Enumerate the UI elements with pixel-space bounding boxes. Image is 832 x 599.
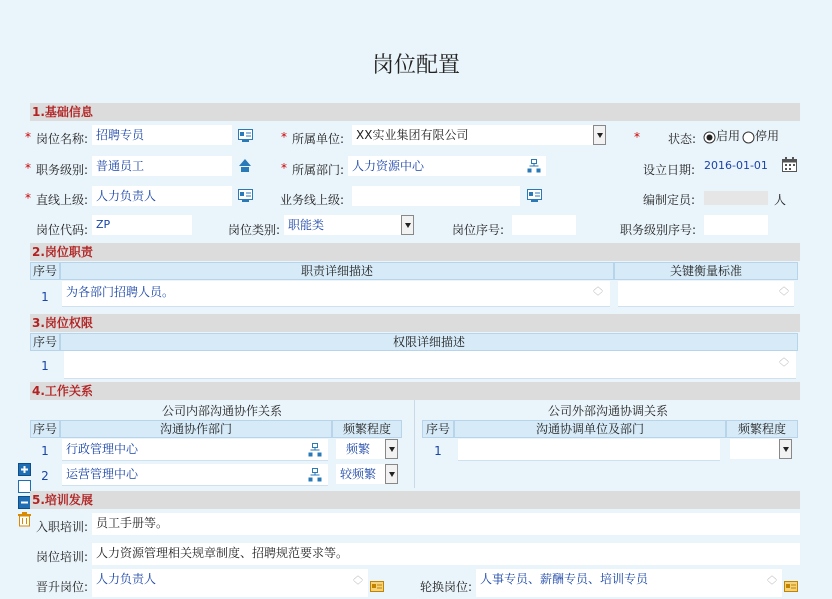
scroll-arrows-icon[interactable]: ︿ ﹀ (779, 282, 789, 303)
position-training-field[interactable] (92, 543, 800, 565)
table-header: 序号 (30, 262, 60, 280)
contact-card-icon[interactable] (238, 129, 253, 142)
chevron-down-icon[interactable] (593, 125, 606, 145)
table-header: 职责详细描述 (60, 262, 614, 280)
internal-dept-value: 运营管理中心 (66, 467, 139, 481)
status-disabled-label[interactable]: 停用 (755, 129, 780, 143)
grade-seq-label: 职务级别序号: (620, 223, 697, 237)
row-index: 1 (41, 290, 49, 304)
table-header: 序号 (422, 420, 454, 438)
org-chart-icon[interactable] (308, 443, 322, 457)
contact-card-icon[interactable] (370, 581, 384, 594)
rotation-textarea[interactable] (476, 569, 782, 597)
position-training-value: 人力资源管理相关规章制度、招聘规范要求等。 (96, 546, 349, 560)
rotation-value: 人事专员、薪酬专员、培训专员 (480, 572, 649, 586)
biz-superior-field[interactable] (352, 186, 520, 206)
induction-value: 员工手册等。 (96, 516, 169, 530)
section-bar-authority (30, 314, 800, 332)
required-mark: * (25, 161, 31, 175)
internal-dept-field[interactable] (62, 439, 328, 461)
page-title: 岗位配置 (371, 53, 460, 78)
required-mark: * (634, 130, 640, 144)
scroll-arrows-icon[interactable]: ︿ ﹀ (767, 571, 777, 592)
row-index: 1 (434, 444, 442, 458)
duty-standard-textarea[interactable] (618, 281, 794, 307)
contact-card-icon[interactable] (527, 189, 542, 202)
chevron-down-icon[interactable] (385, 464, 398, 484)
position-name-value: 招聘专员 (96, 128, 145, 142)
superior-value: 人力负责人 (96, 189, 157, 203)
table-header: 沟通协作部门 (60, 420, 332, 438)
section-title-basic: 1.基础信息 (32, 105, 93, 119)
grade-label: 职务级别: (36, 163, 89, 177)
rotation-label: 轮换岗位: (420, 580, 473, 594)
seq-label: 岗位序号: (452, 223, 505, 237)
external-freq-select[interactable] (730, 439, 792, 459)
quota-field[interactable] (704, 191, 768, 205)
status-label: 状态: (668, 132, 697, 146)
required-mark: * (25, 191, 31, 205)
external-title: 公司外部沟通协调关系 (547, 404, 668, 418)
grade-value: 普通员工 (96, 159, 145, 173)
internal-freq-value: 频繁 (346, 442, 371, 456)
setup-date-value[interactable]: 2016-01-01 (704, 159, 768, 172)
induction-label: 入职培训: (36, 520, 89, 534)
divider (414, 400, 415, 488)
contact-card-icon[interactable] (238, 189, 253, 202)
row-index: 1 (41, 444, 49, 458)
category-label: 岗位类别: (228, 223, 281, 237)
internal-title: 公司内部沟通协作关系 (161, 404, 282, 418)
quota-value (704, 194, 708, 208)
setup-date-label: 设立日期: (643, 163, 696, 177)
promotion-textarea[interactable] (92, 569, 368, 597)
section-title-duty: 2.岗位职责 (32, 245, 93, 259)
superior-label: 直线上级: (36, 193, 89, 207)
required-mark: * (25, 130, 31, 144)
scroll-arrows-icon[interactable]: ︿ ﹀ (353, 571, 363, 592)
internal-freq-select[interactable] (336, 439, 398, 459)
induction-field[interactable] (92, 513, 800, 535)
table-header: 序号 (30, 333, 60, 351)
scroll-arrows-icon[interactable]: ︿ ﹀ (593, 282, 603, 303)
row-index: 1 (41, 359, 49, 373)
chevron-down-icon[interactable] (385, 439, 398, 459)
quota-label: 编制定员: (643, 193, 696, 207)
code-value: ZP (96, 218, 111, 231)
internal-freq-value: 较频繁 (340, 467, 377, 481)
category-value: 职能类 (288, 218, 325, 232)
section-bar-basic (30, 103, 800, 121)
dept-field[interactable] (348, 156, 546, 176)
table-header: 沟通协调单位及部门 (454, 420, 726, 438)
chevron-down-icon[interactable] (779, 439, 792, 459)
chevron-down-icon[interactable] (401, 215, 414, 235)
external-freq-value (730, 442, 734, 456)
dept-value: 人力资源中心 (352, 159, 425, 173)
dept-label: 所属部门: (292, 163, 345, 177)
table-header: 序号 (30, 420, 60, 438)
contact-card-icon[interactable] (784, 581, 798, 594)
grade-seq-value (704, 218, 708, 232)
table-header: 关键衡量标准 (614, 262, 798, 280)
internal-dept-field[interactable] (62, 464, 328, 486)
org-chart-icon[interactable] (308, 468, 322, 482)
superior-field[interactable] (92, 186, 232, 206)
internal-freq-select[interactable] (336, 464, 398, 484)
grade-seq-field[interactable] (704, 215, 768, 235)
add-row-icon[interactable] (18, 463, 31, 476)
section-bar-duty (30, 243, 800, 261)
authority-desc-value (64, 354, 68, 368)
seq-value (512, 218, 516, 232)
promotion-value: 人力负责人 (96, 572, 157, 586)
scroll-arrows-icon[interactable]: ︿ ﹀ (779, 353, 789, 374)
calendar-icon[interactable] (782, 157, 797, 172)
position-name-field[interactable] (92, 125, 232, 145)
unit-label: 所属单位: (292, 132, 345, 146)
unit-select[interactable] (352, 125, 606, 145)
code-field[interactable] (92, 215, 192, 235)
section-title-relation: 4.工作关系 (32, 384, 93, 398)
seq-field[interactable] (512, 215, 576, 235)
hierarchy-icon[interactable] (238, 158, 252, 174)
external-dept-field[interactable] (458, 439, 720, 461)
table-header: 频繁程度 (332, 420, 402, 438)
required-mark: * (281, 161, 287, 175)
table-header: 权限详细描述 (60, 333, 798, 351)
biz-superior-value (352, 189, 356, 203)
delete-icon[interactable] (17, 512, 32, 527)
table-header: 频繁程度 (726, 420, 798, 438)
section-bar-training (30, 491, 800, 509)
position-training-label: 岗位培训: (36, 550, 89, 564)
org-chart-icon[interactable] (527, 159, 541, 173)
duty-desc-value: 为各部门招聘人员。 (66, 285, 175, 299)
quota-unit: 人 (774, 193, 787, 207)
section-title-authority: 3.岗位权限 (32, 316, 93, 330)
external-dept-value (458, 442, 462, 456)
duty-standard-value (618, 284, 622, 298)
duty-desc-textarea[interactable] (62, 281, 610, 307)
promotion-label: 晋升岗位: (36, 580, 89, 594)
internal-dept-value: 行政管理中心 (66, 442, 139, 456)
required-mark: * (281, 130, 287, 144)
status-enabled-label[interactable]: 启用 (716, 129, 741, 143)
code-label: 岗位代码: (36, 223, 89, 237)
section-title-training: 5.培训发展 (32, 493, 93, 507)
category-select[interactable] (284, 215, 414, 235)
row-index: 2 (41, 469, 49, 483)
biz-superior-label: 业务线上级: (280, 193, 345, 207)
position-name-label: 岗位名称: (36, 132, 89, 146)
section-bar-relation (30, 382, 800, 400)
authority-desc-textarea[interactable] (64, 351, 796, 379)
grade-field[interactable] (92, 156, 232, 176)
unit-value: XX实业集团有限公司 (356, 128, 469, 142)
